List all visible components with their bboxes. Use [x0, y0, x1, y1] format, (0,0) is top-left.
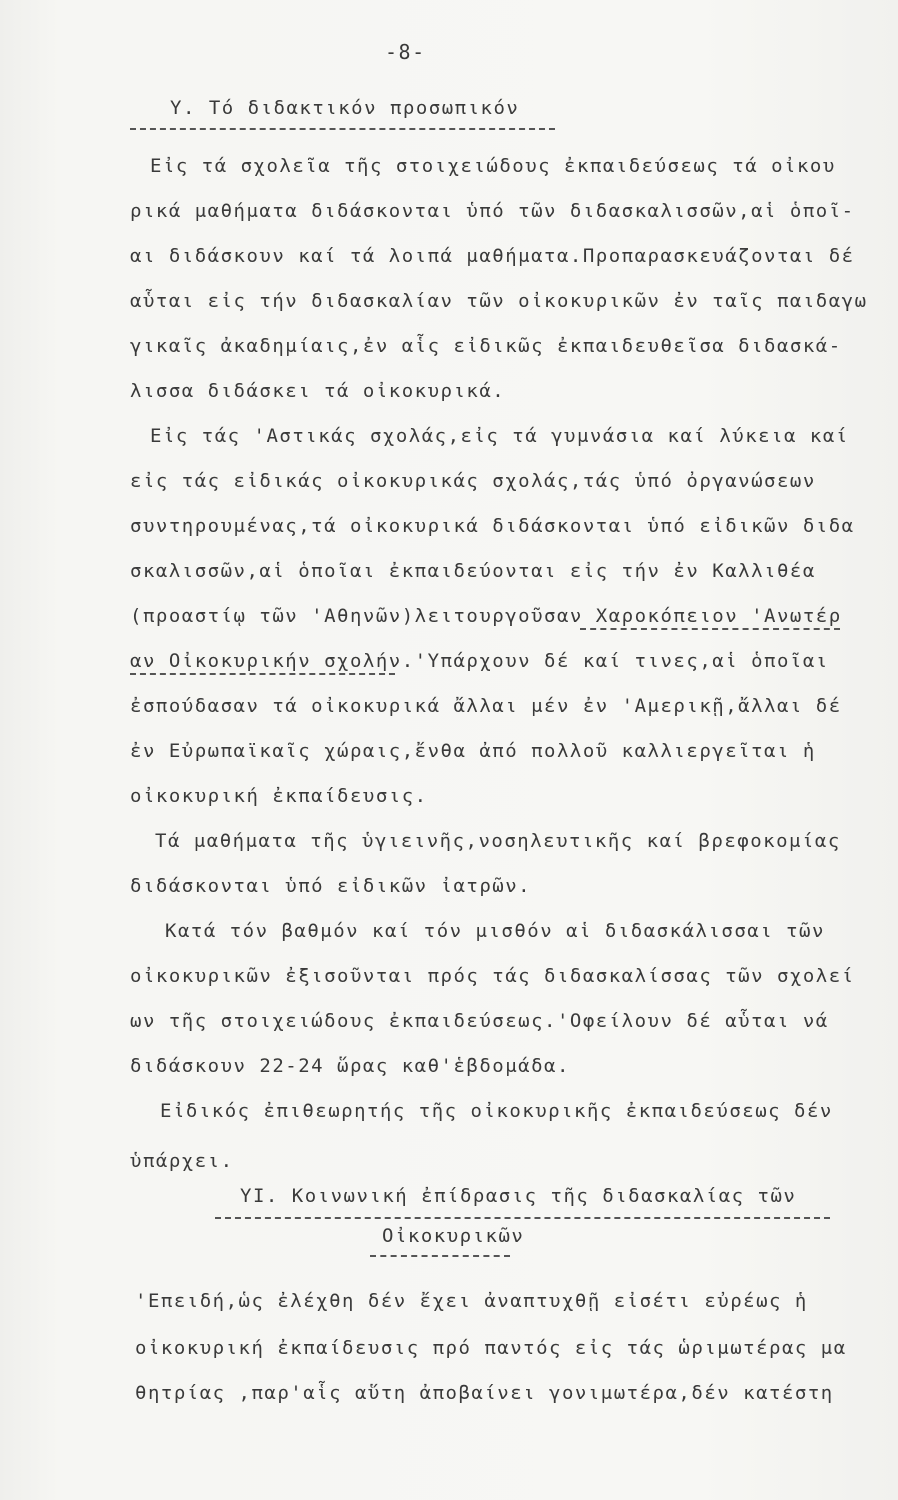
body-line: διδάσκονται ὑπό εἰδικῶν ἰατρῶν.	[130, 875, 532, 897]
body-line: ων τῆς στοιχειώδους ἐκπαιδεύσεως.'Οφείλουν δέ αὗται νά	[130, 1010, 829, 1032]
body-line: αὗται εἰς τήν διδασκαλίαν τῶν οἰκοκυρικῶν ἐν ταῖς παιδαγω	[130, 290, 868, 312]
body-line: Εἰς τάς 'Αστικάς σχολάς,εἰς τά γυμνάσια καί λύκεια καί	[150, 425, 849, 447]
body-line: Τά μαθήματα τῆς ὑγιεινῆς,νοσηλευτικῆς καί βρεφοκομίας	[155, 830, 841, 852]
section-5-heading: Υ. Τό διδακτικόν προσωπικόν	[170, 97, 520, 119]
body-line: λισσα διδάσκει τά οἰκοκυρικά.	[130, 380, 506, 402]
body-line: εἰς τάς εἰδικάς οἰκοκυρικάς σχολάς,τάς ὑπό ὀργανώσεων	[130, 470, 816, 492]
section-6-heading-line2: Οἰκοκυρικῶν	[382, 1225, 525, 1247]
body-line: σκαλισσῶν,αἱ ὁποῖαι ἐκπαιδεύονται εἰς τήν ἐν Καλλιθέα	[130, 560, 816, 582]
body-line: ἐν Εὐρωπαϊκαῖς χώραις,ἔνθα ἀπό πολλοῦ καλλιεργεῖται ἡ	[130, 740, 816, 762]
section-6-heading-line1: ΥΙ. Κοινωνική ἐπίδρασις τῆς διδασκαλίας τῶν	[240, 1185, 797, 1207]
body-line: (προαστίῳ τῶν 'Αθηνῶν)λειτουργοῦσαν Χαροκόπειον 'Ανωτέρ	[130, 605, 842, 627]
body-line: ὑπάρχει.	[130, 1150, 234, 1172]
body-line: αι διδάσκουν καί τά λοιπά μαθήματα.Προπαρασκευάζονται δέ	[130, 245, 855, 267]
body-line: Εἰς τά σχολεῖα τῆς στοιχειώδους ἐκπαιδεύσεως τά οἰκου	[150, 155, 836, 177]
body-line: ἐσπούδασαν τά οἰκοκυρικά ἄλλαι μέν ἐν 'Αμερικῇ,ἄλλαι δέ	[130, 695, 842, 717]
section-6-heading-underline	[215, 1217, 830, 1219]
page-number: -8-	[385, 40, 426, 64]
body-line: οἰκοκυρικῶν ἐξισοῦνται πρός τάς διδασκαλίσσας τῶν σχολεί	[130, 965, 855, 987]
body-line: θητρίας ,παρ'αἷς αὕτη ἀποβαίνει γονιμωτέρα,δέν κατέστη	[135, 1382, 834, 1404]
body-line: οἰκοκυρική ἐκπαίδευσις.	[130, 785, 428, 807]
body-line: ρικά μαθήματα διδάσκονται ὑπό τῶν διδασκαλισσῶν,αἱ ὁποῖ-	[130, 200, 855, 222]
school-name-underline	[130, 673, 395, 675]
body-line: Κατά τόν βαθμόν καί τόν μισθόν αἱ διδασκάλισσαι τῶν	[165, 920, 825, 942]
body-line: 'Επειδή,ὡς ἐλέχθη δέν ἔχει ἀναπτυχθῇ εἰσέτι εὐρέως ἡ	[135, 1290, 808, 1312]
body-line: συντηρουμένας,τά οἰκοκυρικά διδάσκονται ὑπό εἰδικῶν διδα	[130, 515, 855, 537]
body-line: διδάσκουν 22-24 ὥρας καθ'ἑβδομάδα.	[130, 1055, 570, 1077]
school-name-underline	[580, 628, 840, 630]
body-line: γικαῖς ἀκαδημίαις,ἐν αἷς εἰδικῶς ἐκπαιδευθεῖσα διδασκά-	[130, 335, 842, 357]
section-5-heading-underline	[130, 128, 555, 130]
body-line: Εἰδικός ἐπιθεωρητής τῆς οἰκοκυρικῆς ἐκπαιδεύσεως δέν	[160, 1100, 833, 1122]
body-line: οἰκοκυρική ἐκπαίδευσις πρό παντός εἰς τάς ὡριμωτέρας μα	[135, 1337, 847, 1359]
body-line: αν Οἰκοκυρικήν σχολήν.'Υπάρχουν δέ καί τινες,αἱ ὁποῖαι	[130, 650, 829, 672]
section-6-heading-underline-2	[370, 1255, 510, 1257]
